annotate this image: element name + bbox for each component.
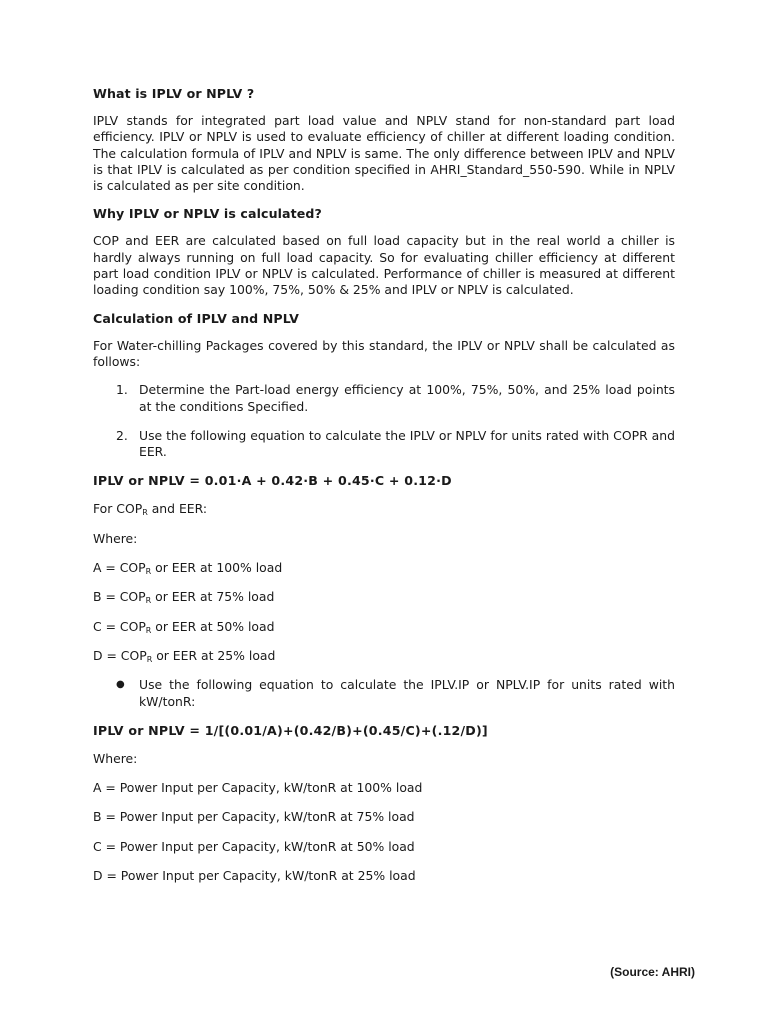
steps-list xyxy=(93,382,675,460)
definition-d: $D = COP_R$ or EER at 25% load xyxy=(93,647,276,664)
bullet-icon: ● xyxy=(116,679,125,691)
list-number: 1. xyxy=(116,382,128,398)
bullet-text: Use the following equation to calculate the IPLV.IP or NPLV.IP for units rated with kW/tonR: xyxy=(139,677,675,709)
list-item-text: Use the following equation to calculate the IPLV or NPLV for units rated with COPR and EER. xyxy=(139,427,675,460)
equation-kw-ton: IPLV or NPLV = 1/[(0.01/A)+(0.42/B)+(0.45/C)+(.12/D)] xyxy=(93,722,488,738)
paragraph-definition: IPLV stands for integrated part load value and NPLV stand for non-standard part load efficiency. IPLV or NPLV is used to evaluate efficiency of chiller at different loading condition. The calculation formula of IPLV and NPLV is same. The only difference between IPLV and NPLV is that IPLV is calculated as per condition specified in AHRI_Standard_550-590. While in NPLV is calculated as per site condition. xyxy=(93,113,675,194)
paragraph-why: COP and EER are calculated based on full load capacity but in the real world a chiller is hardly always running on full load capacity. So for evaluating chiller efficiency at different part load condition IPLV or NPLV is calculated. Performance of chiller is measured at different loading condition say 100%, 75%, 50% & 25% and IPLV or NPLV is calculated. xyxy=(93,233,675,298)
list-item-text: Determine the Part-load energy efficiency at 100%, 75%, 50%, and 25% load points at the conditions Specified. xyxy=(139,382,675,414)
definition-power-b: B = Power Input per Capacity, kW/tonR at 75% load xyxy=(93,809,415,825)
equation-cop-eer: IPLV or NPLV = 0.01·A + 0.42·B + 0.45·C + 0.12·D xyxy=(93,473,452,489)
for-cop-line: For $COP_R$ and EER: xyxy=(93,501,207,518)
definition-c: $C = COP_R$ or EER at 50% load xyxy=(93,618,275,635)
list-item xyxy=(93,428,675,461)
definition-power-a: A = Power Input per Capacity, kW/tonR at 100% load xyxy=(93,780,423,796)
definition-power-d: D = Power Input per Capacity, kW/tonR at 25% load xyxy=(93,868,416,884)
where-label-2: Where: xyxy=(93,750,138,766)
definition-b: $B = COP_R$ or EER at 75% load xyxy=(93,589,275,606)
list-item xyxy=(93,382,675,415)
heading-why: Why IPLV or NPLV is calculated? xyxy=(93,206,322,222)
definition-a: $A = COP_R$ or EER at 100% load xyxy=(93,560,283,577)
bullet-item xyxy=(93,677,675,710)
source-citation: (Source: AHRI) xyxy=(610,965,695,979)
heading-calculation: Calculation of IPLV and NPLV xyxy=(93,310,299,326)
list-number: 2. xyxy=(116,427,128,443)
document-body xyxy=(93,86,675,897)
heading-what-is: What is IPLV or NPLV ? xyxy=(93,86,255,101)
definition-power-c: C = Power Input per Capacity, kW/tonR at 50% load xyxy=(93,838,415,854)
paragraph-calculation-intro: For Water-chilling Packages covered by this standard, the IPLV or NPLV shall be calculated as follows: xyxy=(93,337,675,369)
where-label: Where: xyxy=(93,530,138,546)
